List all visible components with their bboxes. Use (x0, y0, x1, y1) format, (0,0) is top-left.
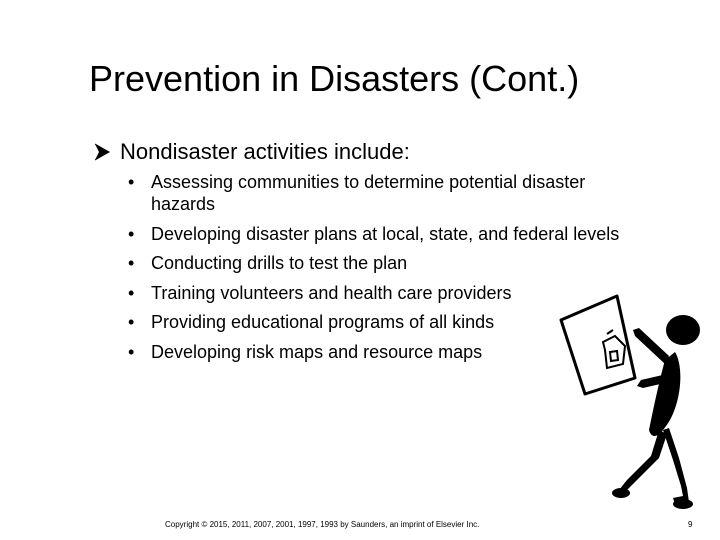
list-item (128, 252, 628, 274)
figure-foot-left (612, 488, 630, 498)
slide-title: Prevention in Disasters (Cont.) (89, 58, 580, 99)
main-bullet-row (93, 139, 653, 167)
figure-leg-right (663, 428, 689, 504)
page-number: 9 (688, 520, 693, 529)
figure-arm-upper (633, 328, 669, 364)
bullet-dot: • (128, 172, 135, 192)
figure-body (649, 352, 680, 436)
bullet-dot: • (128, 253, 135, 273)
activity-list (128, 171, 628, 370)
bullet-dot: • (128, 312, 135, 332)
list-item (128, 282, 628, 304)
list-item (128, 223, 628, 245)
list-item (128, 171, 628, 215)
arrow-bullet-icon (93, 142, 111, 162)
list-item-text: Developing disaster plans at local, state, and federal levels (151, 223, 620, 244)
main-bullet (93, 139, 653, 167)
list-item (128, 311, 628, 333)
figure-head (666, 315, 700, 345)
footer-copyright: Copyright © 2015, 2011, 2007, 2001, 1997, 1993 by Saunders, an imprint of Elsevier Inc. (165, 520, 480, 529)
bullet-dot: • (128, 341, 135, 362)
bullet-dot: • (128, 223, 135, 244)
list-item-text: Providing educational programs of all kinds (151, 312, 495, 332)
list-item-text: Assessing communities to determine potential disaster hazards (151, 172, 586, 214)
list-item-text: Training volunteers and health care providers (151, 282, 512, 303)
list-item-text: Conducting drills to test the plan (151, 253, 408, 273)
list-item (128, 341, 628, 363)
figure-foot-right (673, 499, 693, 509)
stick-figure-holding-sign-icon (555, 290, 715, 520)
main-bullet-text: Nondisaster activities include: (120, 139, 410, 164)
figure-leg-left (619, 430, 667, 492)
list-item-text: Developing risk maps and resource maps (151, 341, 483, 362)
bullet-dot: • (128, 282, 135, 303)
